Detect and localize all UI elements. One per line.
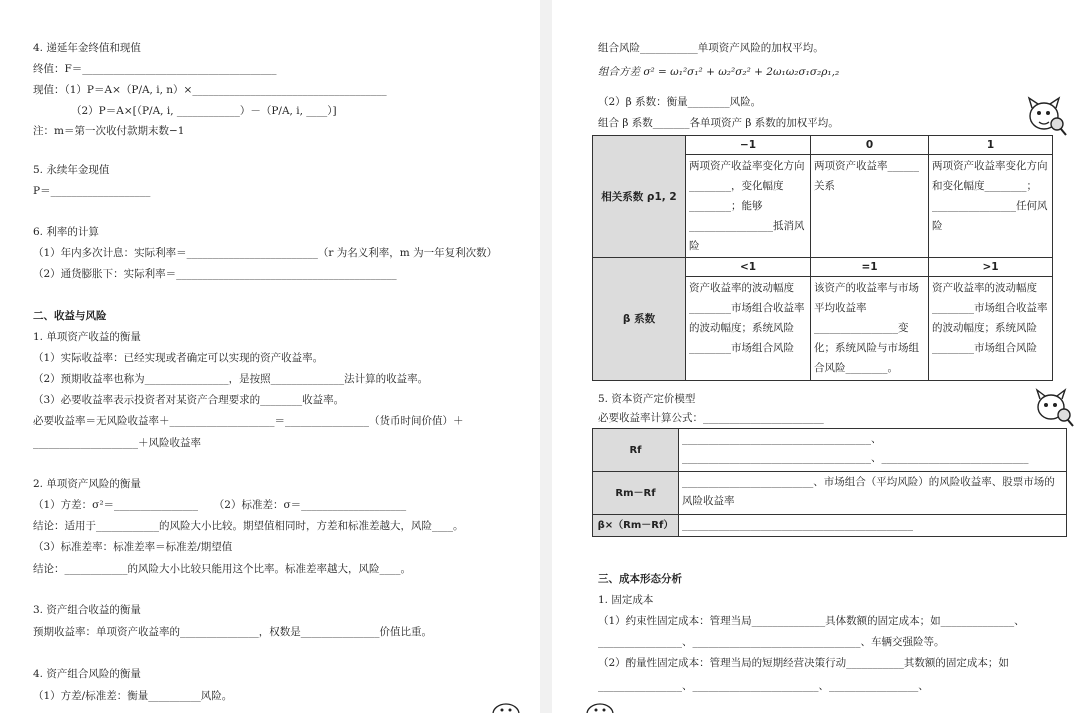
- perpetuity-heading: 5. 永续年金现值: [33, 164, 110, 176]
- section-heading-return-risk: 二、收益与风险: [33, 310, 107, 322]
- text-line: （2）酌量性固定成本：管理当局的短期经营决策行动___________其数额的固定成本；如: [598, 657, 1009, 669]
- portfolio-variance-formula: 组合方差 σ² = ω₁²σ₁² + ω₂²σ₂² + 2ω₁ω₂σ₁σ₂ρ₁,₂: [598, 66, 840, 78]
- table-cell: 该资产的收益率与市场平均收益率________________变化；系统风险与市场组合风险________。: [811, 277, 929, 381]
- right-page: [552, 0, 1080, 713]
- text-line: （1）实际收益率：已经实现或者确定可以实现的资产收益率。: [33, 352, 324, 364]
- table-header: =1: [811, 258, 929, 277]
- text-line: （2）P＝A×[（P/A, i, ____________）－（P/A, i, ____）]: [71, 105, 337, 117]
- mascot-icon: [488, 700, 524, 713]
- capm-table: [592, 428, 1067, 537]
- text-line: （1）约束性固定成本：管理当局______________具体数额的固定成本；如______________、: [598, 615, 1025, 627]
- mascot-icon: [582, 700, 618, 713]
- text-line: 结论：____________的风险大小比较只能用这个比率。标准差率越大，风险____。: [33, 563, 411, 575]
- table-cell: 两项资产收益率______关系: [811, 155, 929, 258]
- text-line: 终值：F＝_____________________________________: [33, 63, 277, 75]
- text-line: ________________、________________________________、车辆交强险等。: [598, 636, 945, 648]
- text-line: ________________、________________________、_________________、: [598, 680, 929, 692]
- interest-rate-heading: 6. 利率的计算: [33, 226, 99, 238]
- page-gutter: [540, 0, 552, 713]
- single-asset-risk-heading: 2. 单项资产风险的衡量: [33, 478, 141, 490]
- text-line: P＝___________________: [33, 185, 151, 197]
- note-line: 注：m＝第一次收付款期末数−1: [33, 125, 185, 137]
- text-line: 组合风险___________单项资产风险的加权平均。: [598, 42, 824, 54]
- text-line: （1）方差：σ²＝________________ （2）标准差：σ＝____________________: [33, 499, 407, 511]
- text-line: 结论：适用于____________的风险大小比较。期望值相同时，方差和标准差越大，风险____。: [33, 520, 464, 532]
- table-cell: 两项资产收益率变化方向和变化幅度________；________________任何风险: [929, 155, 1053, 258]
- beta-row-label: β 系数: [593, 258, 686, 381]
- capm-formula-line: 必要收益率计算公式：_______________________: [598, 412, 824, 424]
- portfolio-return-heading: 3. 资产组合收益的衡量: [33, 604, 141, 616]
- table-cell: ____________________________________、____________________________________、____________________________: [679, 429, 1067, 472]
- text-line: （2）预期收益率也称为________________，是按照______________法计算的收益率。: [33, 373, 429, 385]
- table-cell: 资产收益率的波动幅度________市场组合收益率的波动幅度；系统风险________市场组合风险: [686, 277, 811, 381]
- table-cell: ____________________________________________: [679, 515, 1067, 537]
- corr-row-label: 相关系数 ρ1, 2: [593, 136, 686, 258]
- capm-row-label: Rm－Rf: [593, 472, 679, 515]
- mascot-magnifier-icon: [1026, 94, 1068, 138]
- text-line: 必要收益率＝无风险收益率＋____________________＝________________（货币时间价值）＋: [33, 415, 464, 427]
- text-line: 1. 单项资产收益的衡量: [33, 331, 141, 343]
- text-line: （3）必要收益率表示投资者对某资产合理要求的________收益率。: [33, 394, 345, 406]
- text-line: （2）β 系数：衡量________风险。: [598, 96, 762, 108]
- text-line: （1）年内多次计息：实际利率＝_________________________（r 为名义利率，m 为一年复利次数）: [33, 247, 498, 259]
- text-line: 组合 β 系数_______各单项资产 β 系数的加权平均。: [598, 117, 839, 129]
- portfolio-risk-heading: 4. 资产组合风险的衡量: [33, 668, 141, 680]
- text-line: （3）标准差率：标准差率＝标准差/期望值: [33, 541, 233, 553]
- table-header: <1: [686, 258, 811, 277]
- text-line: ____________________＋风险收益率: [33, 437, 201, 449]
- text-line: （2）通货膨胀下：实际利率＝__________________________________________: [33, 268, 397, 280]
- text-line: （1）方差/标准差：衡量__________风险。: [33, 690, 233, 702]
- table-cell: 两项资产收益率变化方向________，变化幅度________；能够________________抵消风险: [686, 155, 811, 258]
- section-heading-cost-behavior: 三、成本形态分析: [598, 573, 682, 585]
- text-line: 预期收益率：单项资产收益率的_______________，权数是_______________价值比重。: [33, 626, 432, 638]
- table-header: 1: [929, 136, 1053, 155]
- text-line: 现值：（1）P＝A×（P/A, i, n）×_____________________________________: [33, 84, 387, 96]
- table-header: >1: [929, 258, 1053, 277]
- deferred-annuity-heading: 4. 递延年金终值和现值: [33, 42, 141, 54]
- capm-row-label: β×（Rm－Rf）: [593, 515, 679, 537]
- text-line: 1. 固定成本: [598, 594, 654, 606]
- capm-row-label: Rf: [593, 429, 679, 472]
- table-header: 0: [811, 136, 929, 155]
- table-cell: 资产收益率的波动幅度________市场组合收益率的波动幅度；系统风险________市场组合风险: [929, 277, 1053, 381]
- table-header: −1: [686, 136, 811, 155]
- table-cell: _________________________、市场组合（平均风险）的风险收益率、股票市场的风险收益率: [679, 472, 1067, 515]
- capm-heading: 5. 资本资产定价模型: [598, 393, 696, 405]
- correlation-beta-table: [592, 135, 1053, 381]
- mascot-magnifier-icon: [1034, 387, 1074, 427]
